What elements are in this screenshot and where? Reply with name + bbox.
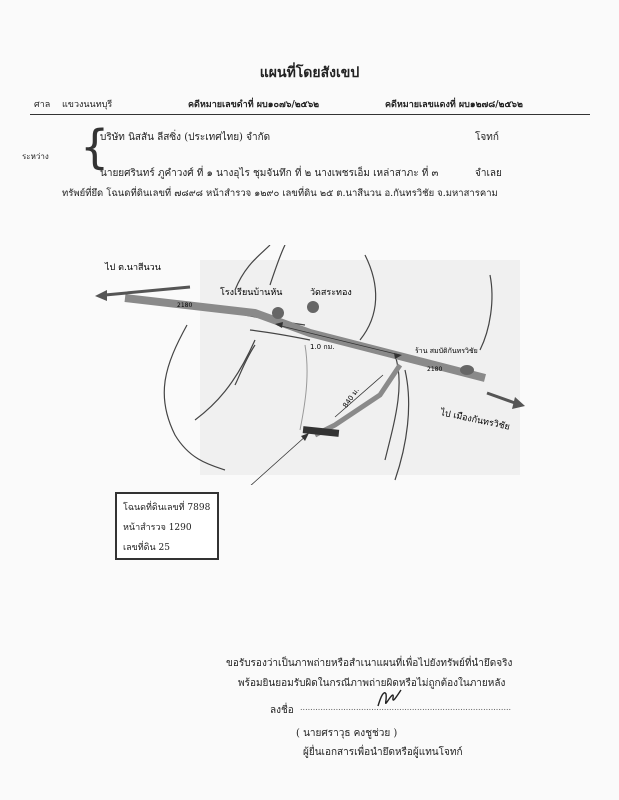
page-title: แผนที่โดยสังเขป xyxy=(259,65,360,81)
party-brace: { xyxy=(80,120,110,174)
defendant-names: นายยศรินทร์ ภูคำวงศ์ ที่ ๑ นางอุไร ชุมจันทึก ที่ ๒ นางเพชรเอ็ม เหล่าสาภะ ที่ ๓ xyxy=(100,168,439,179)
black-case-number: คดีหมายเลขดำที่ ผบ๑๐๗๖/๒๕๖๒ xyxy=(188,100,320,110)
label-distance-1: 1.0 กม. xyxy=(310,343,335,351)
location-map xyxy=(95,245,525,485)
arrow-west-icon xyxy=(95,290,107,301)
label-shop: ร้าน สมบัติกันทรวิชัย xyxy=(415,347,478,355)
certification-line-1: ขอรับรองว่าเป็นภาพถ่ายหรือสำเนาแผนที่เพื่อไปยังทรัพย์ที่นำยึดจริง xyxy=(226,658,513,669)
signer-role: ผู้ยื่นเอกสารเพื่อนำยึดหรือผู้แทนโจทก์ xyxy=(303,747,463,758)
label-school: โรงเรียนบ้านหัน xyxy=(220,288,283,298)
deed-number: โฉนดที่ดินเลขที่ 7898 xyxy=(123,503,211,513)
label-road-right: 2180 xyxy=(427,366,443,373)
deed-info-box xyxy=(115,492,219,560)
arrow-west-line xyxy=(105,287,190,295)
signature-mark xyxy=(375,686,405,712)
label-road-left: 2180 xyxy=(177,302,193,309)
seized-property-line: ทรัพย์ที่ยึด โฉนดที่ดินเลขที่ ๗๘๙๘ หน้าสำรวจ ๑๒๙๐ เลขที่ดิน ๒๕ ต.นาสีนวน อ.กันทรวิชัย จ.มหาสารคาม xyxy=(62,188,498,199)
shop-marker-icon xyxy=(460,365,474,375)
header-divider xyxy=(30,114,590,115)
signature-dotted-line: ................................................................................... xyxy=(300,703,512,712)
plaintiff-name: บริษัท นิสสัน ลีสซิ่ง (ประเทศไทย) จำกัด xyxy=(100,132,271,143)
between-label: ระหว่าง xyxy=(22,152,49,161)
defendant-role: จำเลย xyxy=(475,168,502,179)
survey-page: หน้าสำรวจ 1290 xyxy=(123,523,192,533)
court-name: แขวงนนทบุรี xyxy=(62,100,113,110)
land-number: เลขที่ดิน 25 xyxy=(123,543,170,553)
temple-marker-icon xyxy=(307,301,319,313)
school-marker-icon xyxy=(272,307,284,319)
certification-line-2: พร้อมยินยอมรับผิดในกรณีภาพถ่ายผิดหรือไม่ถูกต้องในภายหลัง xyxy=(238,678,506,689)
red-case-number: คดีหมายเลขแดงที่ ผบ๑๒๗๘/๒๕๖๒ xyxy=(385,100,523,110)
plaintiff-role: โจทก์ xyxy=(475,132,499,143)
label-to-kantharawichai: ไป เมืองกันทรวิชัย xyxy=(439,408,511,433)
label-to-nasinuan: ไป ต.นาสีนวน xyxy=(105,263,161,273)
label-distance-2: 840 ม. xyxy=(341,386,361,410)
signer-name: ( นายศราวุธ คงชูช่วย ) xyxy=(296,728,398,739)
sign-label: ลงชื่อ xyxy=(270,705,294,716)
label-temple: วัดสระทอง xyxy=(310,288,352,298)
court-label: ศาล xyxy=(34,100,51,110)
